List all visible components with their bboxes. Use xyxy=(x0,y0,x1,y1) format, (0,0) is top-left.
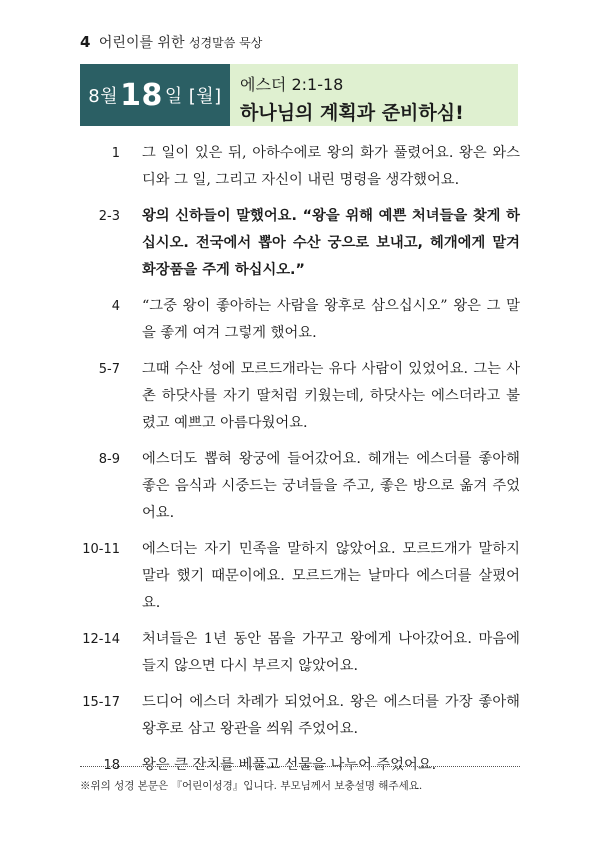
date-badge xyxy=(80,64,230,126)
date-month: 8월 xyxy=(88,86,119,107)
verse-number: 4 xyxy=(111,299,120,314)
verse-number: 5-7 xyxy=(98,362,120,377)
verse-text: 왕의 신하들이 말했어요. “왕을 위해 예쁜 처녀들을 찾게 하십시오. 전국에서 뽑아 수산 궁으로 보내고, 헤개에게 맡겨 화장품을 주게 하십시오.” xyxy=(142,208,520,278)
verse-text: “그중 왕이 좋아하는 사람을 왕후로 삼으십시오” 왕은 그 말을 좋게 여겨 그렇게 했어요. xyxy=(142,298,520,341)
verse-number: 1 xyxy=(111,146,120,161)
passage-header xyxy=(230,64,518,126)
verse-text: 에스더도 뽑혀 왕궁에 들어갔어요. 헤개는 에스더를 좋아해 좋은 음식과 시중드는 궁녀들을 주고, 좋은 방으로 옮겨 주었어요. xyxy=(142,451,520,521)
verse-text: 드디어 에스더 차례가 되었어요. 왕은 에스더를 가장 좋아해 왕후로 삼고 왕관을 씌워 주었어요. xyxy=(142,694,520,737)
verse-list xyxy=(80,140,520,788)
book-title: 어린이를 위한 xyxy=(98,35,185,51)
verse-number: 10-11 xyxy=(82,542,120,557)
verse-number: 2-3 xyxy=(98,209,120,224)
verse-number: 18 xyxy=(103,758,120,773)
verse-item xyxy=(80,356,520,437)
verse-text: 그 일이 있은 뒤, 아하수에로 왕의 화가 풀렸어요. 왕은 와스디와 그 일, 그리고 자신이 내린 명령을 생각했어요. xyxy=(142,145,520,188)
date-weekday: [월] xyxy=(188,86,222,107)
verse-number: 8-9 xyxy=(98,452,120,467)
date-day: 18 xyxy=(120,77,163,113)
page-number: 4 xyxy=(80,33,91,51)
verse-item xyxy=(80,446,520,527)
verse-item xyxy=(80,626,520,680)
book-subtitle: 성경말씀 묵상 xyxy=(188,36,263,50)
passage-reference: 에스더 2:1-18 xyxy=(240,75,344,94)
verse-number: 15-17 xyxy=(82,695,120,710)
passage-title: 하나님의 계획과 준비하심! xyxy=(240,102,464,124)
footnote: ※위의 성경 본문은 『어린이성경』입니다. 부모님께서 보충설명 해주세요. xyxy=(80,780,423,792)
verse-item xyxy=(80,203,520,284)
footnote-divider xyxy=(80,766,520,767)
verse-text: 왕은 큰 잔치를 베풀고 선물을 나누어 주었어요. xyxy=(142,757,437,773)
running-header xyxy=(80,32,262,52)
verse-item xyxy=(80,536,520,617)
verse-item xyxy=(80,140,520,194)
verse-number: 12-14 xyxy=(82,632,120,647)
verse-text: 그때 수산 성에 모르드개라는 유다 사람이 있었어요. 그는 사촌 하닷사를 자기 딸처럼 키웠는데, 하닷사는 에스더라고 불렸고 예쁘고 아름다웠어요. xyxy=(142,361,520,431)
verse-item xyxy=(80,293,520,347)
verse-text: 처녀들은 1년 동안 몸을 가꾸고 왕에게 나아갔어요. 마음에 들지 않으면 다시 부르지 않았어요. xyxy=(142,631,520,674)
verse-text: 에스더는 자기 민족을 말하지 않았어요. 모르드개가 말하지 말라 했기 때문이에요. 모르드개는 날마다 에스더를 살폈어요. xyxy=(142,541,520,611)
date-day-suffix: 일 xyxy=(164,86,183,107)
verse-item xyxy=(80,689,520,743)
